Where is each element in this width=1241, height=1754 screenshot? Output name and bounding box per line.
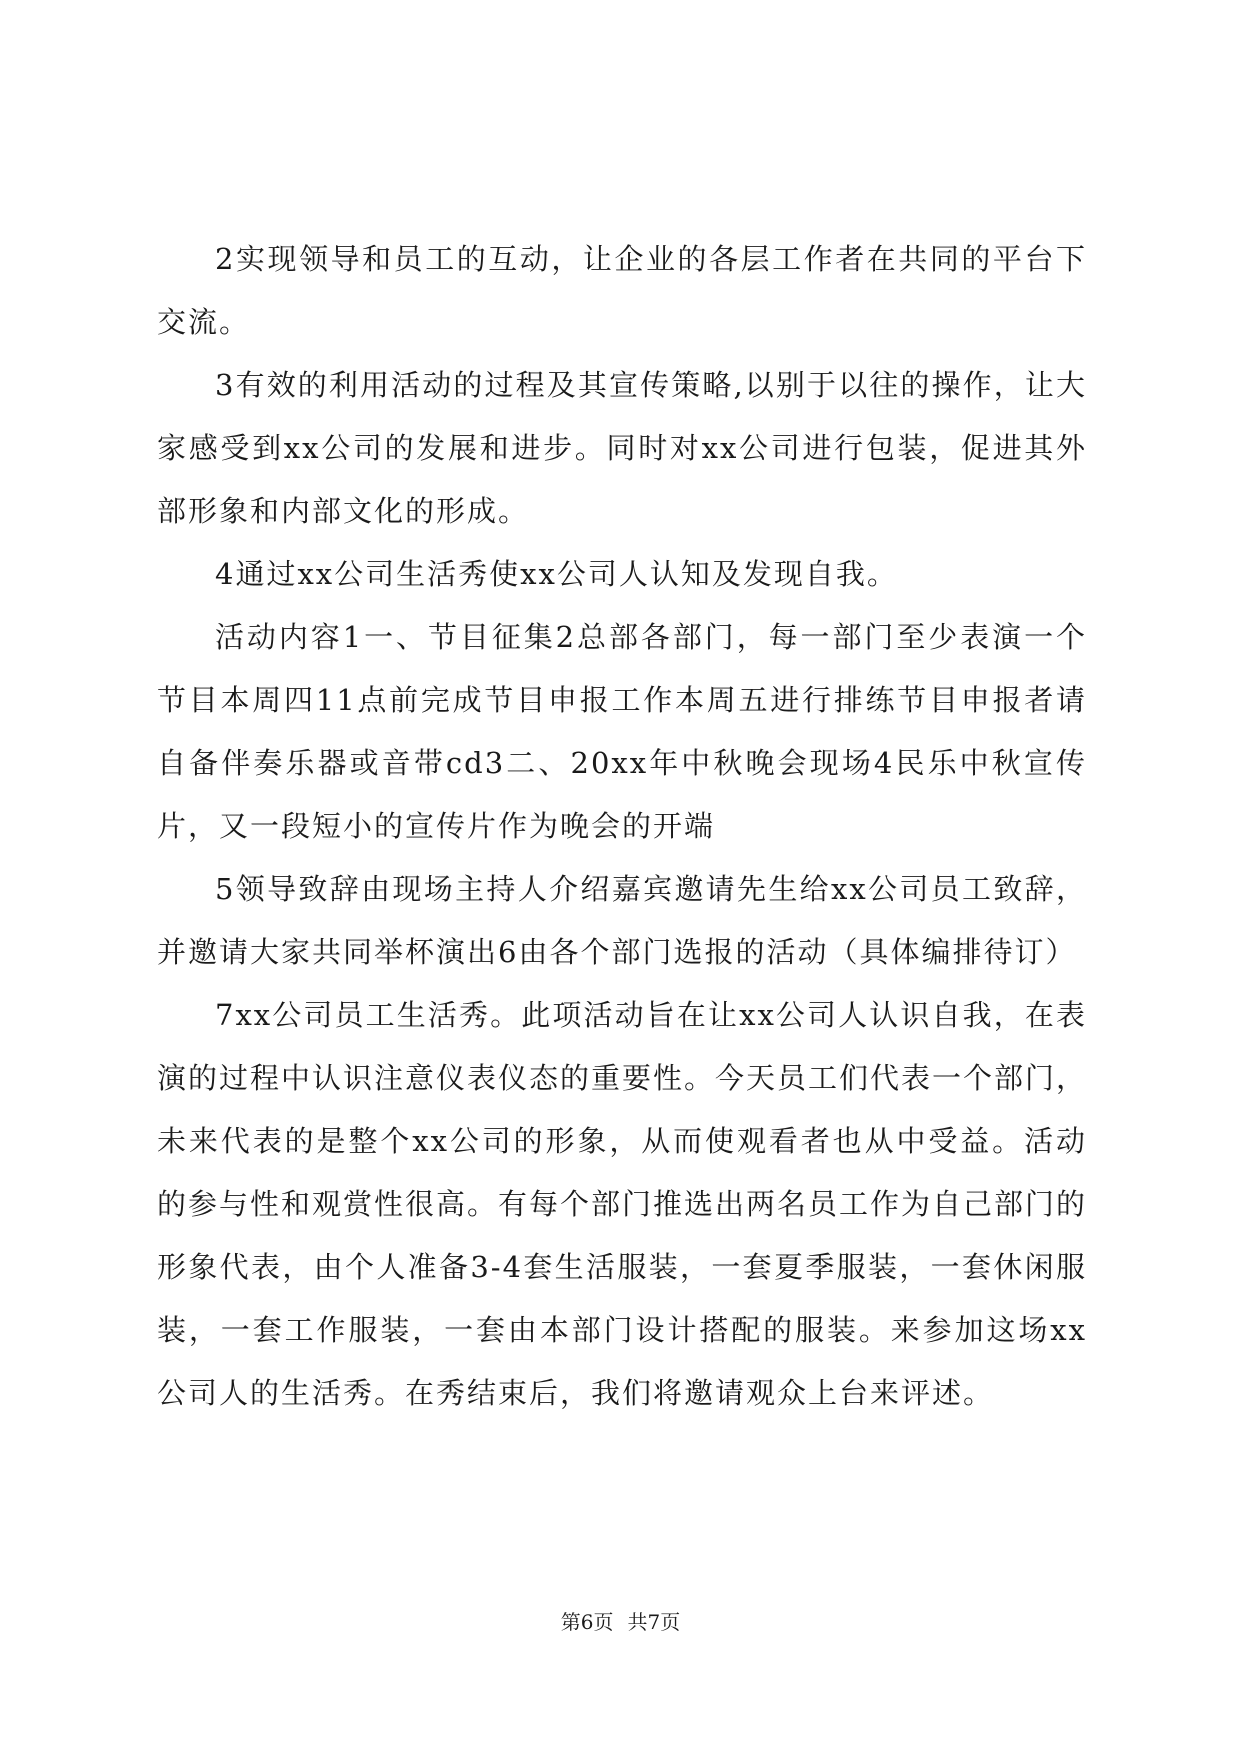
paragraph: 4通过xx公司生活秀使xx公司人认知及发现自我。	[215, 557, 898, 591]
paragraph: 2实现领导和员工的互动，让企业的各层工作者在共同的平台下交流。	[157, 242, 1087, 339]
paragraph: 7xx公司员工生活秀。此项活动旨在让xx公司人认识自我，在表演的过程中认识注意仪表仪态的重要性。今天员工们代表一个部门，未来代表的是整个xx公司的形象，从而使观看者也从中受益。活动的参与性和观赏性很高。有每个部门推选出两名员工作为自己部门的形象代表，由个人准备3-4套生活服装，一套夏季服装，一套休闲服装，一套工作服装，一套由本部门设计搭配的服装。来参加这场xx公司人的生活秀。在秀结束后，我们将邀请观众上台来评述。	[157, 998, 1088, 1410]
paragraph: 活动内容1一、节目征集2总部各部门，每一部门至少表演一个节目本周四11点前完成节目申报工作本周五进行排练节目申报者请自备伴奏乐器或音带cd3二、20xx年中秋晚会现场4民乐中秋宣传片，又一段短小的宣传片作为晚会的开端	[157, 620, 1087, 843]
page-footer	[0, 1608, 1241, 1636]
document-body	[157, 228, 1087, 1425]
paragraph: 3有效的利用活动的过程及其宣传策略,以别于以往的操作，让大家感受到xx公司的发展和进步。同时对xx公司进行包装，促进其外部形象和内部文化的形成。	[157, 368, 1087, 528]
page-number: 第6页	[560, 1610, 614, 1634]
paragraph: 5领导致辞由现场主持人介绍嘉宾邀请先生给xx公司员工致辞，并邀请大家共同举杯演出6由各个部门选报的活动（具体编排待订）	[157, 872, 1087, 969]
page-total: 共7页	[627, 1610, 681, 1634]
